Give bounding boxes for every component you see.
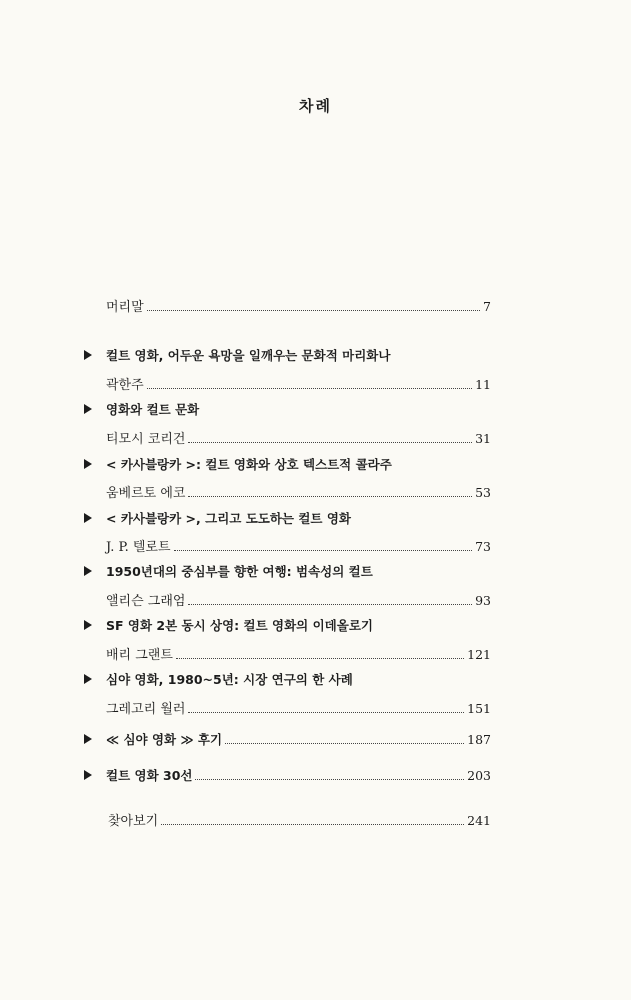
leader-dots bbox=[174, 540, 473, 551]
toc-line bbox=[106, 536, 491, 555]
chapter-author: 곽한주 bbox=[106, 378, 144, 393]
toc-entry-author-row bbox=[0, 374, 631, 396]
leader-dots bbox=[188, 432, 472, 443]
page-number: 203 bbox=[467, 768, 491, 783]
toc-entry-author-row bbox=[0, 536, 631, 558]
leader-dots bbox=[161, 814, 464, 825]
toc-entry-heading-row bbox=[0, 616, 631, 638]
toc-index-row bbox=[0, 810, 631, 832]
chapter-title: < 카사블랑카 >, 그리고 도도하는 컬트 영화 bbox=[106, 511, 352, 526]
bullet-triangle-icon bbox=[84, 770, 92, 780]
toc-label: ≪ 심야 영화 ≫ 후기 bbox=[106, 732, 223, 747]
toc-line bbox=[106, 766, 491, 784]
toc-inline-row bbox=[0, 730, 631, 752]
chapter-author: 티모시 코리건 bbox=[106, 432, 186, 447]
chapter-title: SF 영화 2본 동시 상영: 컬트 영화의 이데올로기 bbox=[106, 618, 373, 633]
leader-dots bbox=[188, 594, 472, 605]
leader-dots bbox=[225, 733, 464, 744]
bullet-triangle-icon bbox=[84, 566, 92, 576]
toc-entry-heading-row bbox=[0, 562, 631, 584]
toc-line bbox=[106, 374, 491, 393]
page-number: 7 bbox=[483, 299, 491, 314]
bullet-triangle-icon bbox=[84, 513, 92, 523]
toc-entry-author-row bbox=[0, 482, 631, 504]
toc-label: 컬트 영화 30선 bbox=[106, 768, 193, 783]
leader-dots bbox=[147, 300, 480, 311]
page-number: 53 bbox=[475, 485, 491, 500]
toc-inline-row bbox=[0, 766, 631, 788]
toc-entry-author-row bbox=[0, 590, 631, 612]
leader-dots bbox=[188, 702, 464, 713]
toc-line bbox=[106, 428, 491, 447]
leader-dots bbox=[147, 378, 472, 389]
chapter-title: 영화와 컬트 문화 bbox=[106, 402, 200, 417]
page-number: 31 bbox=[475, 431, 491, 446]
toc-preface-row bbox=[0, 296, 631, 318]
toc-line bbox=[108, 810, 491, 829]
bullet-triangle-icon bbox=[84, 674, 92, 684]
toc-entry-heading-row bbox=[0, 400, 631, 422]
toc-line bbox=[106, 482, 491, 501]
leader-dots bbox=[195, 769, 464, 780]
chapter-author: J. P. 텔로트 bbox=[106, 540, 171, 555]
chapter-title: 컬트 영화, 어두운 욕망을 일깨우는 문화적 마리화나 bbox=[106, 348, 391, 363]
toc-entry-heading-row bbox=[0, 455, 631, 477]
bullet-triangle-icon bbox=[84, 620, 92, 630]
page-number: 187 bbox=[467, 732, 491, 747]
page-title: 차례 bbox=[299, 97, 332, 115]
chapter-title: 1950년대의 중심부를 향한 여행: 범속성의 컬트 bbox=[106, 564, 373, 579]
toc-label: 찾아보기 bbox=[108, 814, 159, 829]
chapter-author: 움베르토 에코 bbox=[106, 486, 186, 501]
page-number: 151 bbox=[467, 701, 491, 716]
bullet-triangle-icon bbox=[84, 734, 92, 744]
bullet-triangle-icon bbox=[84, 404, 92, 414]
page-number: 241 bbox=[467, 813, 491, 828]
page-number: 93 bbox=[475, 593, 491, 608]
bullet-triangle-icon bbox=[84, 350, 92, 360]
toc-entry-heading-row bbox=[0, 670, 631, 692]
toc-entry-author-row bbox=[0, 428, 631, 450]
chapter-title: 심야 영화, 1980~5년: 시장 연구의 한 사례 bbox=[106, 672, 353, 687]
page-number: 73 bbox=[475, 539, 491, 554]
toc-entry-heading-row bbox=[0, 509, 631, 531]
chapter-author: 배리 그랜트 bbox=[106, 648, 173, 663]
toc-entry-author-row bbox=[0, 644, 631, 666]
toc-entry-heading-row bbox=[0, 346, 631, 368]
toc-line bbox=[106, 644, 491, 663]
leader-dots bbox=[188, 486, 472, 497]
toc-line bbox=[106, 296, 491, 315]
page-number: 121 bbox=[467, 647, 491, 662]
toc-entry-author-row bbox=[0, 698, 631, 720]
toc-line bbox=[106, 698, 491, 717]
bullet-triangle-icon bbox=[84, 459, 92, 469]
chapter-author: 그레고리 월러 bbox=[106, 702, 186, 717]
toc-label: 머리말 bbox=[106, 300, 144, 315]
toc-line bbox=[106, 730, 491, 748]
toc-line bbox=[106, 590, 491, 609]
chapter-author: 앨리슨 그래엄 bbox=[106, 594, 186, 609]
leader-dots bbox=[176, 648, 464, 659]
page-number: 11 bbox=[475, 377, 491, 392]
chapter-title: < 카사블랑카 >: 컬트 영화와 상호 텍스트적 콜라주 bbox=[106, 457, 392, 472]
